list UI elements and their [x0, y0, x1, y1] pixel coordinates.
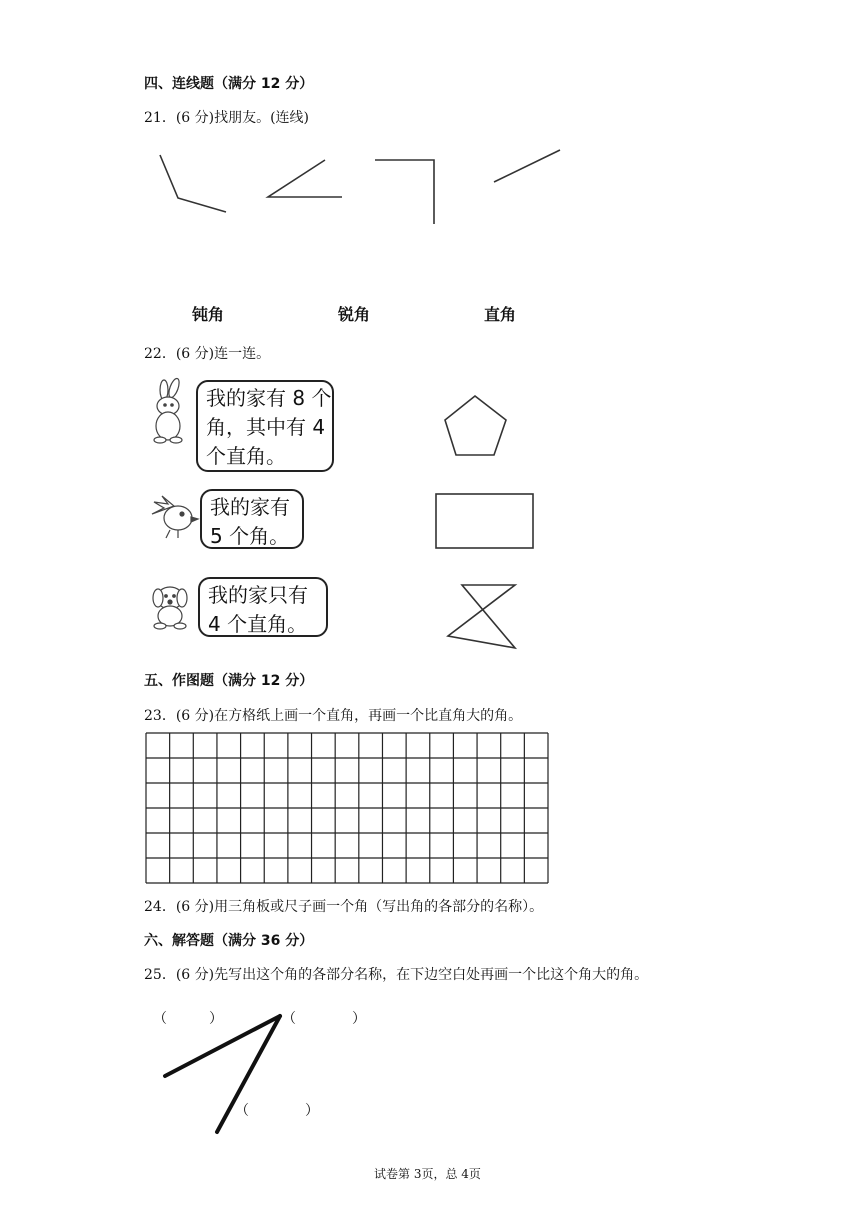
right-angle-label: 直角 — [484, 305, 517, 324]
question-24-text: 24．(6 分)用三角板或尺子画一个角（写出角的各部分的名称）。 — [144, 899, 544, 915]
answer-paren-3[interactable]: （ ） — [235, 1103, 319, 1119]
acute-angle-label: 锐角 — [338, 305, 371, 324]
obtuse-angle-label: 钝角 — [192, 305, 225, 324]
bubble-1-line-3: 个直角。 — [206, 444, 286, 468]
question-22-text: 22．(6 分)连一连。 — [144, 346, 271, 362]
answer-paren-2[interactable]: （ ） — [282, 1011, 366, 1027]
bubble-1-line-1: 我的家有 8 个 — [206, 386, 332, 410]
question-23-text: 23．(6 分)在方格纸上画一个直角，再画一个比直角大的角。 — [144, 708, 523, 724]
bubble-2-line-2: 5 个角。 — [210, 524, 290, 548]
question-25-text: 25．(6 分)先写出这个角的各部分名称，在下边空白处再画一个比这个角大的角。 — [144, 967, 649, 983]
question-21-text: 21．(6 分)找朋友。(连线) — [144, 110, 310, 126]
section-5-title: 五、作图题（满分 12 分） — [144, 673, 314, 689]
section-4-title: 四、连线题（满分 12 分） — [144, 76, 314, 92]
bubble-1-line-2: 角，其中有 4 — [206, 415, 326, 439]
answer-paren-1[interactable]: （ ） — [153, 1011, 223, 1027]
bubble-3-line-1: 我的家只有 — [208, 583, 308, 607]
bubble-2-line-1: 我的家有 — [210, 495, 290, 519]
section-6-title: 六、解答题（满分 36 分） — [144, 933, 314, 949]
bubble-3-line-2: 4 个直角。 — [208, 612, 308, 636]
page-footer: 试卷第 3页，总 4页 — [374, 1167, 481, 1181]
